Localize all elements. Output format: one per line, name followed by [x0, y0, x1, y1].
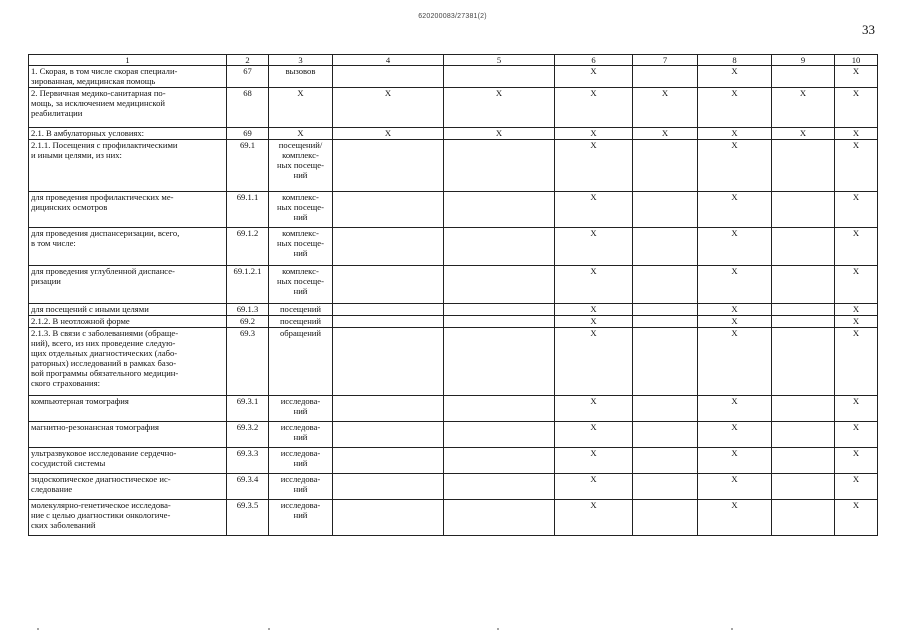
table-cell: Х: [555, 88, 633, 128]
table-cell: Х: [333, 128, 444, 140]
table-cell: 69.1.2: [227, 228, 269, 266]
table-cell: Х: [555, 328, 633, 396]
table-cell: Х: [698, 266, 772, 304]
table-cell: Х: [835, 422, 878, 448]
table-cell: [333, 192, 444, 228]
table-cell: Х: [698, 66, 772, 88]
table-cell: Х: [633, 88, 698, 128]
table-cell: Х: [772, 128, 835, 140]
table-cell: Х: [698, 448, 772, 474]
table-row: [29, 66, 878, 88]
table-row: [29, 422, 878, 448]
column-header: 2: [227, 55, 269, 66]
table-cell: Х: [698, 128, 772, 140]
table-cell: [333, 474, 444, 500]
table-cell: [633, 422, 698, 448]
table-cell: 69.1.3: [227, 304, 269, 316]
table-cell: [772, 192, 835, 228]
table-row: [29, 500, 878, 536]
table-header-row: [29, 55, 878, 66]
table-cell: Х: [555, 266, 633, 304]
table-cell: [772, 500, 835, 536]
table-cell: [772, 140, 835, 192]
scan-speck: [37, 628, 39, 630]
table-row: [29, 88, 878, 128]
table-row: [29, 304, 878, 316]
table-cell: [444, 192, 555, 228]
column-header: 3: [269, 55, 333, 66]
table-cell: [333, 396, 444, 422]
table-cell: [444, 140, 555, 192]
table-cell: [333, 448, 444, 474]
table-cell: [444, 474, 555, 500]
table-cell: Х: [555, 304, 633, 316]
table-cell: Х: [555, 128, 633, 140]
table-cell: Х: [555, 140, 633, 192]
table-cell: Х: [633, 128, 698, 140]
table-cell: исследова- ний: [269, 396, 333, 422]
table-cell: [444, 448, 555, 474]
table-cell: Х: [698, 228, 772, 266]
table-cell: [444, 396, 555, 422]
table-row: [29, 328, 878, 396]
table-row: [29, 228, 878, 266]
table-cell: Х: [698, 140, 772, 192]
table-row: [29, 192, 878, 228]
table-cell: Х: [698, 396, 772, 422]
column-header: 1: [29, 55, 227, 66]
table-cell: Х: [555, 316, 633, 328]
column-header: 5: [444, 55, 555, 66]
table-cell: Х: [835, 88, 878, 128]
column-header: 6: [555, 55, 633, 66]
table-row: [29, 128, 878, 140]
table-cell: [444, 228, 555, 266]
table-cell: Х: [555, 422, 633, 448]
row-label-cell: для проведения диспансеризации, всего, в том числе:: [29, 228, 227, 266]
row-label-cell: для посещений с иными целями: [29, 304, 227, 316]
table-cell: Х: [698, 304, 772, 316]
table-cell: вызовов: [269, 66, 333, 88]
table-cell: [333, 228, 444, 266]
table-cell: [444, 328, 555, 396]
table-cell: Х: [835, 228, 878, 266]
table-cell: [633, 266, 698, 304]
scan-speck: [268, 628, 270, 630]
table-cell: 68: [227, 88, 269, 128]
table-cell: [633, 448, 698, 474]
table-cell: Х: [444, 128, 555, 140]
table-cell: [772, 396, 835, 422]
table-cell: [772, 422, 835, 448]
table-cell: [333, 316, 444, 328]
table-cell: [772, 316, 835, 328]
table-cell: [633, 140, 698, 192]
table-cell: Х: [333, 88, 444, 128]
table-cell: Х: [835, 128, 878, 140]
row-label-cell: ультразвуковое исследование сердечно- сосудистой системы: [29, 448, 227, 474]
table-cell: посещений: [269, 316, 333, 328]
table-cell: Х: [555, 500, 633, 536]
table-cell: Х: [555, 396, 633, 422]
table-row: [29, 474, 878, 500]
table-cell: Х: [835, 328, 878, 396]
table-cell: Х: [555, 448, 633, 474]
table-row: [29, 140, 878, 192]
table-cell: 69.2: [227, 316, 269, 328]
table-row: [29, 266, 878, 304]
table-cell: [633, 474, 698, 500]
row-label-cell: 1. Скорая, в том числе скорая специали- зированная, медицинская помощь: [29, 66, 227, 88]
table-cell: [772, 66, 835, 88]
table-cell: [333, 500, 444, 536]
table-cell: [633, 500, 698, 536]
table-cell: Х: [835, 66, 878, 88]
row-label-cell: 2. Первичная медико-санитарная по- мощь, за исключением медицинской реабилитации: [29, 88, 227, 128]
table-cell: [333, 328, 444, 396]
table-cell: [444, 66, 555, 88]
column-header: 10: [835, 55, 878, 66]
table-row: [29, 448, 878, 474]
table-cell: Х: [555, 228, 633, 266]
row-label-cell: молекулярно-генетическое исследова- ние с целью диагностики онкологиче- ских заболеваний: [29, 500, 227, 536]
table-cell: [633, 328, 698, 396]
table-cell: [772, 228, 835, 266]
table-cell: [444, 500, 555, 536]
table-cell: 69.3.1: [227, 396, 269, 422]
table-cell: обращений: [269, 328, 333, 396]
table-cell: исследова- ний: [269, 500, 333, 536]
table-cell: [333, 304, 444, 316]
row-label-cell: для проведения профилактических ме- дицинских осмотров: [29, 192, 227, 228]
table-cell: исследова- ний: [269, 474, 333, 500]
table-cell: 69.1.2.1: [227, 266, 269, 304]
table-cell: Х: [698, 88, 772, 128]
table-cell: Х: [698, 316, 772, 328]
table-cell: посещений: [269, 304, 333, 316]
table-cell: Х: [698, 328, 772, 396]
table-cell: [333, 140, 444, 192]
table-cell: Х: [269, 88, 333, 128]
table-cell: комплекс- ных посеще- ний: [269, 266, 333, 304]
table-cell: комплекс- ных посеще- ний: [269, 228, 333, 266]
table-cell: исследова- ний: [269, 448, 333, 474]
table-cell: 69.3: [227, 328, 269, 396]
table-cell: [633, 396, 698, 422]
table-cell: [444, 266, 555, 304]
table-cell: Х: [835, 500, 878, 536]
table-cell: [772, 448, 835, 474]
table-cell: Х: [835, 140, 878, 192]
table-cell: [333, 266, 444, 304]
table-cell: 69.1.1: [227, 192, 269, 228]
table-cell: Х: [698, 192, 772, 228]
table-cell: [772, 474, 835, 500]
table-cell: Х: [835, 474, 878, 500]
table-cell: [333, 422, 444, 448]
data-table: [28, 54, 878, 536]
table-cell: Х: [698, 422, 772, 448]
table-cell: Х: [698, 500, 772, 536]
column-header: 4: [333, 55, 444, 66]
table-row: [29, 396, 878, 422]
column-header: 7: [633, 55, 698, 66]
table-cell: [633, 316, 698, 328]
table-cell: исследова- ний: [269, 422, 333, 448]
column-header: 9: [772, 55, 835, 66]
scan-speck: [731, 628, 733, 630]
table-cell: [633, 228, 698, 266]
table-row: [29, 316, 878, 328]
table-cell: [444, 422, 555, 448]
table-cell: [444, 316, 555, 328]
table-cell: Х: [269, 128, 333, 140]
row-label-cell: для проведения углубленной диспансе- ризации: [29, 266, 227, 304]
table-cell: посещений/ комплекс- ных посеще- ний: [269, 140, 333, 192]
table-cell: Х: [555, 474, 633, 500]
table-cell: Х: [835, 316, 878, 328]
table-cell: 69.1: [227, 140, 269, 192]
scan-specks: [0, 628, 905, 634]
table-cell: Х: [555, 66, 633, 88]
table-cell: 69.3.4: [227, 474, 269, 500]
table-cell: [772, 304, 835, 316]
table-cell: [444, 304, 555, 316]
row-label-cell: компьютерная томография: [29, 396, 227, 422]
table-cell: [633, 66, 698, 88]
table-cell: [333, 66, 444, 88]
table-cell: [633, 192, 698, 228]
column-header: 8: [698, 55, 772, 66]
table-cell: Х: [698, 474, 772, 500]
table-cell: Х: [835, 304, 878, 316]
table-cell: 69.3.5: [227, 500, 269, 536]
table-cell: Х: [835, 396, 878, 422]
table-cell: Х: [555, 192, 633, 228]
table-cell: [772, 266, 835, 304]
row-label-cell: магнитно-резонансная томография: [29, 422, 227, 448]
table-cell: Х: [835, 266, 878, 304]
table-cell: [633, 304, 698, 316]
row-label-cell: 2.1. В амбулаторных условиях:: [29, 128, 227, 140]
page-number: 33: [862, 22, 875, 37]
table-cell: Х: [835, 192, 878, 228]
scan-speck: [497, 628, 499, 630]
row-label-cell: эндоскопическое диагностическое ис- следование: [29, 474, 227, 500]
row-label-cell: 2.1.1. Посещения с профилактическими и иными целями, из них:: [29, 140, 227, 192]
row-label-cell: 2.1.2. В неотложной форме: [29, 316, 227, 328]
document-header-code: 620200083/27381(2): [418, 13, 487, 20]
table-cell: [772, 328, 835, 396]
table-cell: 69: [227, 128, 269, 140]
table-cell: 69.3.3: [227, 448, 269, 474]
table-cell: Х: [444, 88, 555, 128]
table-cell: комплекс- ных посеще- ний: [269, 192, 333, 228]
table-cell: Х: [835, 448, 878, 474]
table-cell: Х: [772, 88, 835, 128]
table-cell: 67: [227, 66, 269, 88]
table-cell: 69.3.2: [227, 422, 269, 448]
row-label-cell: 2.1.3. В связи с заболеваниями (обраще- ний), всего, из них проведение следую- щих отдельных диагностических (лабо- раторных) исследований в рамках базо- вой программы обязательного медицин- ского страхования:: [29, 328, 227, 396]
